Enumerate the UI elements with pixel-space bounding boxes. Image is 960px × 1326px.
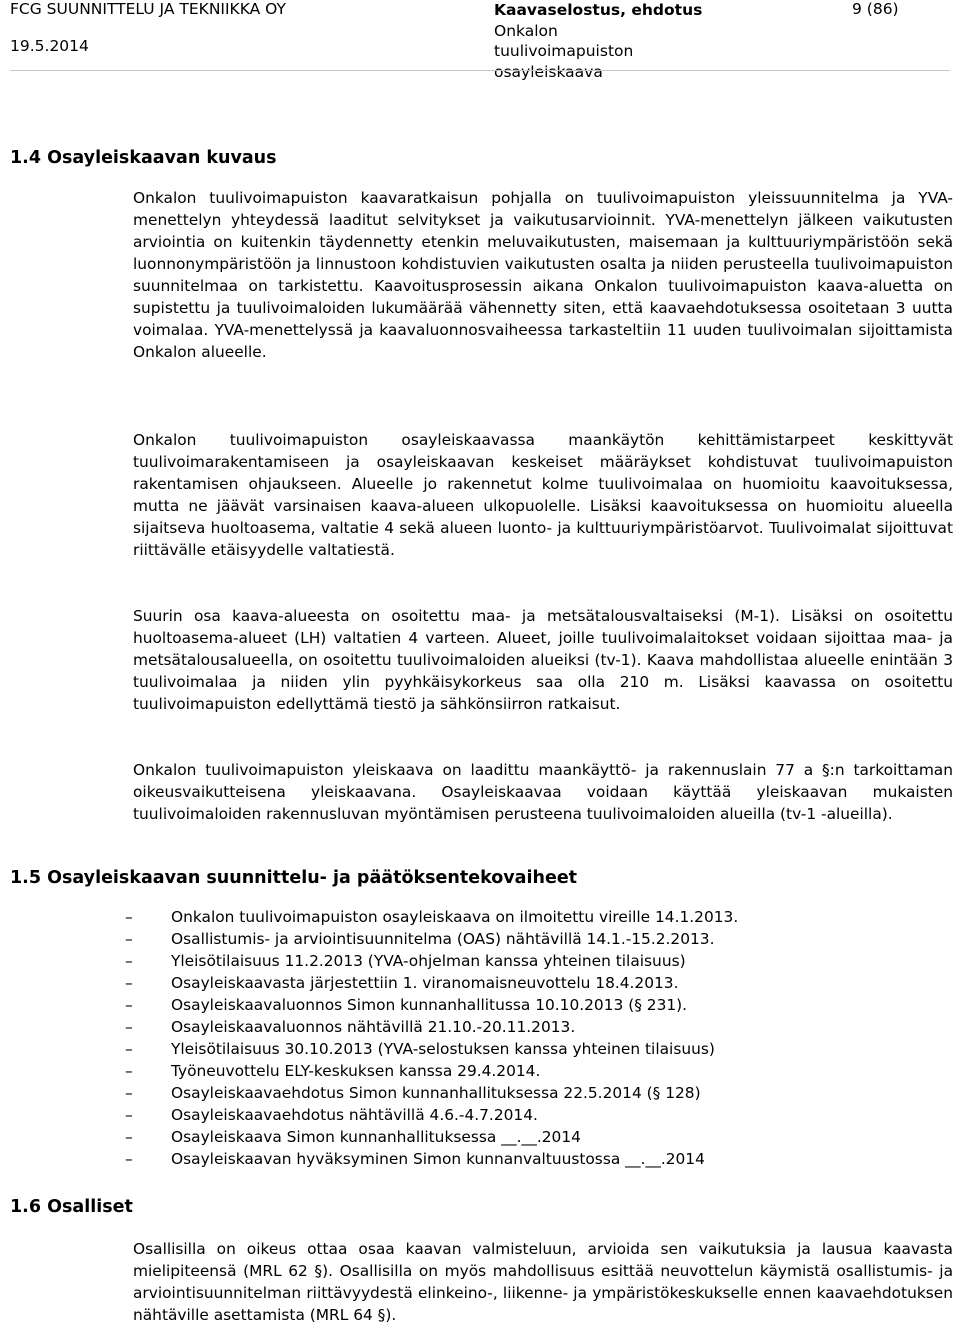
list-dash-marker: – bbox=[125, 1150, 133, 1168]
milestone-item bbox=[125, 1038, 955, 1060]
document-name-line-3: osayleiskaava bbox=[494, 62, 603, 81]
list-dash-marker: – bbox=[125, 1018, 133, 1036]
milestone-text: Onkalon tuulivoimapuiston osayleiskaava on ilmoitettu vireille 14.1.2013. bbox=[171, 908, 739, 926]
section-heading-1-4: 1.4 Osayleiskaavan kuvaus bbox=[10, 148, 277, 168]
paragraph-stakeholders: Osallisilla on oikeus ottaa osaa kaavan valmisteluun, arvioida sen vaikutuksia ja lausua kaavasta mielipiteensä (MRL 62 §). Osallisilla on myös mahdollisuus esittää neuvottelun käymistä osallistumis- ja arviointisuunnitelman riittävyydestä elinkeino-, liikenne- ja ympäristökeskukselle ennen kaavaehdotuksen nähtäville asettamista (MRL 64 §). bbox=[133, 1240, 953, 1324]
page-number: 9 (86) bbox=[852, 0, 899, 18]
document-date: 19.5.2014 bbox=[10, 37, 89, 55]
paragraph-description-2: Onkalon tuulivoimapuiston osayleiskaavassa maankäytön kehittämistarpeet keskittyvät tuulivoimarakentamiseen ja osayleiskaavan keskeiset määräykset kohdistuvat tuulivoimapuiston rakentamisen ohjaukseen. Alueelle jo rakennetut kolme tuulivoimalaa on huomioitu kaavoituksessa, mutta ne jäävät varsinaisen kaava-alueen ulkopuolelle. Lisäksi kaavoituksessa on huomioitu alueella sijaitseva huoltoasema, valtatie 4 sekä alueen luonto- ja kulttuuriympäristöarvot. Tuulivoimalat sijoittuvat riittävälle etäisyydelle valtatiestä. bbox=[133, 431, 953, 559]
document-name-line-1: Onkalon bbox=[494, 21, 558, 40]
list-dash-marker: – bbox=[125, 1062, 133, 1080]
milestone-item bbox=[125, 1082, 955, 1104]
milestone-text: Yleisötilaisuus 30.10.2013 (YVA-selostuksen kanssa yhteinen tilaisuus) bbox=[171, 1040, 715, 1058]
list-dash-marker: – bbox=[125, 974, 133, 992]
list-dash-marker: – bbox=[125, 1106, 133, 1124]
paragraph-description-3: Suurin osa kaava-alueesta on osoitettu maa- ja metsätalousvaltaiseksi (M-1). Lisäksi on osoitettu huoltoasema-alueet (LH) valtatien 4 varteen. Alueet, joille tuulivoimalaitokset voidaan sijoittaa maa- ja metsätalousalueella, on osoitettu tuulivoimaloiden alueiksi (tv-1). Kaava mahdollistaa alueelle enintään 3 tuulivoimalaa ja niiden ylin pyyhkäisykorkeus saa olla 210 m. Lisäksi kaavassa on osoitettu tuulivoimapuiston edellyttämä tiestö ja sähkönsiirron ratkaisut. bbox=[133, 607, 953, 713]
milestone-item bbox=[125, 1104, 955, 1126]
milestone-item bbox=[125, 1148, 955, 1170]
milestone-text: Työneuvottelu ELY-keskuksen kanssa 29.4.2014. bbox=[171, 1062, 541, 1080]
paragraph-description-4: Onkalon tuulivoimapuiston yleiskaava on laadittu maankäyttö- ja rakennuslain 77 a §:n tarkoittaman oikeusvaikutteisena yleiskaavana. Osayleiskaavaa voidaan käyttää yleiskaavan mukaisten tuulivoimaloiden rakennusluvan myöntämisen perusteena tuulivoimaloiden alueilla (tv-1 -alueilla). bbox=[133, 761, 953, 823]
page-header bbox=[0, 0, 960, 81]
milestone-text: Osayleiskaavaluonnos nähtävillä 21.10.-20.11.2013. bbox=[171, 1018, 576, 1036]
document-type: Kaavaselostus, ehdotus bbox=[494, 1, 703, 19]
milestone-item bbox=[125, 1126, 955, 1148]
section-heading-1-5: 1.5 Osayleiskaavan suunnittelu- ja päätöksentekovaiheet bbox=[10, 868, 578, 888]
list-dash-marker: – bbox=[125, 1084, 133, 1102]
milestone-item bbox=[125, 972, 955, 994]
list-dash-marker: – bbox=[125, 1128, 133, 1146]
milestone-text: Osayleiskaavaluonnos Simon kunnanhallitussa 10.10.2013 (§ 231). bbox=[171, 996, 688, 1014]
milestone-text: Osayleiskaavaehdotus nähtävillä 4.6.-4.7.2014. bbox=[171, 1106, 538, 1124]
milestone-item bbox=[125, 1016, 955, 1038]
company-name: FCG SUUNNITTELU JA TEKNIIKKA OY bbox=[10, 0, 286, 18]
milestone-text: Osayleiskaava Simon kunnanhallituksessa __.__.2014 bbox=[171, 1128, 581, 1146]
milestone-item bbox=[125, 906, 955, 928]
milestone-item bbox=[125, 1060, 955, 1082]
list-dash-marker: – bbox=[125, 952, 133, 970]
list-dash-marker: – bbox=[125, 996, 133, 1014]
milestone-text: Osallistumis- ja arviointisuunnitelma (OAS) nähtävillä 14.1.-15.2.2013. bbox=[171, 930, 715, 948]
milestone-text: Osayleiskaavaehdotus Simon kunnanhallituksessa 22.5.2014 (§ 128) bbox=[171, 1084, 701, 1102]
milestone-list bbox=[125, 906, 955, 1170]
milestone-text: Osayleiskaavan hyväksyminen Simon kunnanvaltuustossa __.__.2014 bbox=[171, 1150, 705, 1168]
milestone-text: Yleisötilaisuus 11.2.2013 (YVA-ohjelman kanssa yhteinen tilaisuus) bbox=[171, 952, 686, 970]
list-dash-marker: – bbox=[125, 908, 133, 926]
document-name-line-2: tuulivoimapuiston bbox=[494, 42, 634, 60]
list-dash-marker: – bbox=[125, 1040, 133, 1058]
milestone-item bbox=[125, 994, 955, 1016]
milestone-text: Osayleiskaavasta järjestettiin 1. viranomaisneuvottelu 18.4.2013. bbox=[171, 974, 679, 992]
header-divider bbox=[10, 70, 950, 71]
milestone-item bbox=[125, 928, 955, 950]
paragraph-description-1: Onkalon tuulivoimapuiston kaavaratkaisun pohjalla on tuulivoimapuiston yleissuunnitelma ja YVA-menettelyn yhteydessä laaditut selvitykset ja vaikutusarvioinnit. YVA-menettelyn jälkeen vaikutusten arviointia on kuitenkin täydennetty etenkin meluvaikutusten, maisemaan ja kulttuuriympäristöön sekä luonnonympäristöön ja linnustoon kohdistuvien vaikutusten osalta ja niiden perusteella tuulivoimapuiston suunnitelmaa on tarkistettu. Kaavoitusprosessin aikana Onkalon tuulivoimapuiston kaava-aluetta on supistettu ja tuulivoimaloiden lukumäärää vähennetty siten, että kaavaehdotuksessa osoitetaan 3 uutta voimalaa. YVA-menettelyssä ja kaavaluonnosvaiheessa tarkasteltiin 11 uuden tuulivoimalan sijoittamista Onkalon alueelle. bbox=[133, 189, 953, 361]
milestone-item bbox=[125, 950, 955, 972]
section-heading-1-6: 1.6 Osalliset bbox=[10, 1197, 133, 1217]
list-dash-marker: – bbox=[125, 930, 133, 948]
